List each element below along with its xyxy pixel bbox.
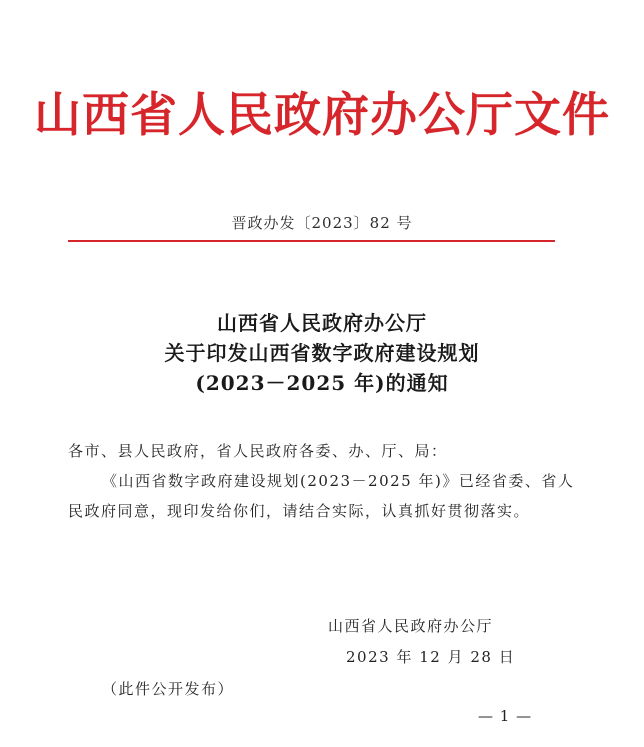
signature-issuer: 山西省人民政府办公厅 — [328, 617, 494, 635]
notice-title-line-2: 关于印发山西省数字政府建设规划 — [164, 341, 480, 365]
body-paragraph-line-2: 民政府同意，现印发给你们，请结合实际，认真抓好贯彻落实。 — [68, 502, 531, 520]
addressee-line: 各市、县人民政府，省人民政府各委、办、厅、局： — [68, 442, 448, 460]
publish-note: （此件公开发布） — [102, 680, 235, 698]
page-number: — 1 — — [478, 707, 533, 725]
signature-date: 2023 年 12 月 28 日 — [346, 648, 516, 666]
header-red-rule — [68, 240, 555, 242]
document-header-title: 山西省人民政府办公厅文件 — [34, 88, 610, 143]
notice-title — [0, 308, 644, 398]
body-paragraph-line-1: 《山西省数字政府建设规划(2023－2025 年)》已经省委、省人 — [102, 472, 575, 490]
notice-title-line-3: (2023－2025 年)的通知 — [195, 371, 449, 395]
notice-title-line-1: 山西省人民政府办公厅 — [217, 311, 427, 335]
document-number: 晋政办发〔2023〕82 号 — [231, 214, 413, 232]
